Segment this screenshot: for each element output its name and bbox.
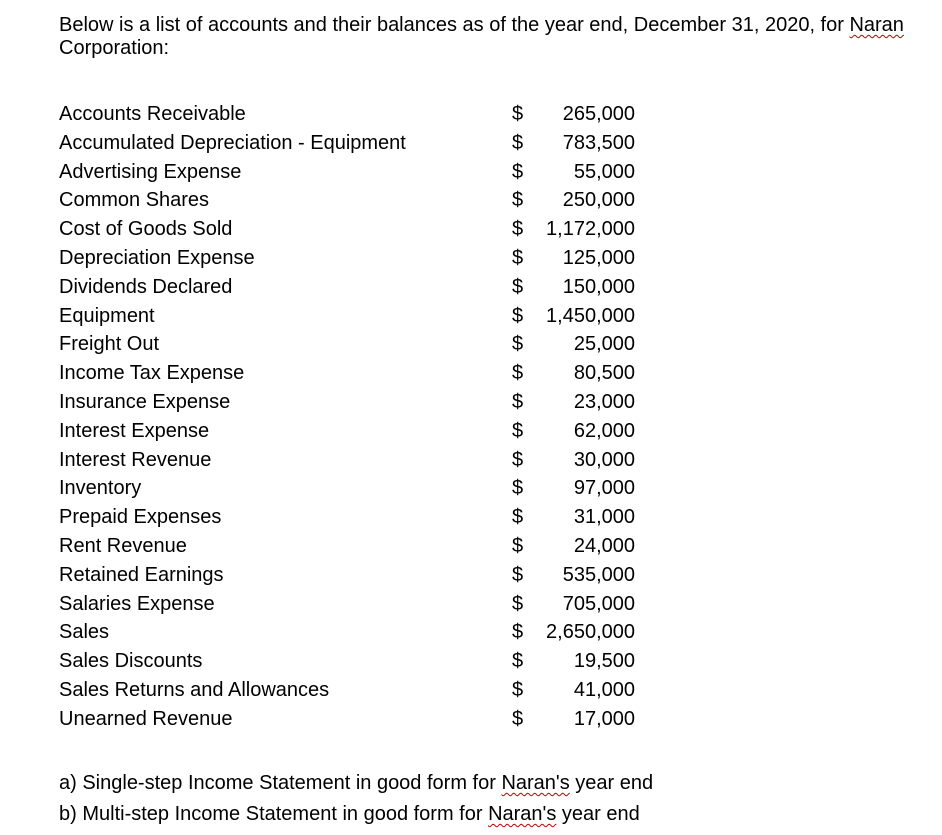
currency-symbol: $	[512, 707, 524, 730]
account-amount: 17,000	[573, 707, 635, 730]
account-name: Sales Returns and Allowances	[59, 678, 330, 701]
account-row	[59, 388, 639, 417]
account-row	[59, 446, 639, 475]
currency-symbol: $	[512, 218, 524, 241]
currency-symbol: $	[512, 419, 524, 442]
account-amount: 55,000	[573, 160, 635, 183]
question-b-suffix: year end	[556, 803, 640, 825]
account-amount: 783,500	[562, 131, 635, 154]
account-name: Prepaid Expenses	[59, 506, 222, 529]
account-name: Cost of Goods Sold	[59, 218, 233, 241]
account-name: Freight Out	[59, 333, 160, 356]
currency-symbol: $	[512, 506, 524, 529]
account-name: Salaries Expense	[59, 592, 215, 615]
currency-symbol: $	[512, 448, 524, 471]
currency-symbol: $	[512, 678, 524, 701]
account-name: Accumulated Depreciation - Equipment	[59, 131, 406, 154]
account-row	[59, 244, 639, 273]
question-a	[59, 768, 653, 799]
account-row	[59, 186, 639, 215]
question-a-suffix: year end	[569, 772, 654, 794]
account-amount: 31,000	[573, 506, 635, 529]
account-row	[59, 302, 639, 331]
currency-symbol: $	[512, 275, 524, 298]
account-name: Depreciation Expense	[59, 246, 255, 269]
account-name: Insurance Expense	[59, 390, 231, 413]
account-row	[59, 561, 639, 590]
account-name: Interest Expense	[59, 419, 210, 442]
account-name: Advertising Expense	[59, 160, 242, 183]
account-row	[59, 129, 639, 158]
account-amount: 2,650,000	[546, 621, 635, 644]
question-b	[59, 799, 653, 830]
account-amount: 250,000	[562, 189, 635, 212]
account-amount: 19,500	[573, 650, 635, 673]
account-amount: 24,000	[573, 534, 635, 557]
account-row	[59, 532, 639, 561]
account-row	[59, 215, 639, 244]
account-name: Dividends Declared	[59, 275, 233, 298]
account-name: Accounts Receivable	[59, 103, 246, 125]
account-amount: 705,000	[562, 592, 635, 615]
account-name: Income Tax Expense	[59, 362, 245, 385]
account-amount: 535,000	[562, 563, 635, 586]
currency-symbol: $	[512, 246, 524, 269]
question-a-text: a) Single-step Income Statement in good form for	[59, 772, 502, 794]
intro-paragraph	[59, 14, 929, 60]
account-amount: 150,000	[562, 275, 635, 298]
account-row	[59, 503, 639, 532]
account-name: Sales	[59, 621, 110, 644]
account-name: Rent Revenue	[59, 534, 187, 557]
account-row	[59, 590, 639, 619]
intro-text-before: Below is a list of accounts and their balances as of the year end, December 31, 2020, for	[59, 14, 850, 36]
account-row	[59, 359, 639, 388]
account-amount: 97,000	[573, 477, 635, 500]
account-row	[59, 100, 639, 129]
account-row	[59, 647, 639, 676]
currency-symbol: $	[512, 131, 524, 154]
account-name: Inventory	[59, 477, 142, 500]
currency-symbol: $	[512, 189, 524, 212]
account-name: Equipment	[59, 304, 155, 327]
currency-symbol: $	[512, 333, 524, 356]
account-name: Common Shares	[59, 189, 210, 212]
currency-symbol: $	[512, 390, 524, 413]
account-name: Retained Earnings	[59, 563, 224, 586]
account-row	[59, 330, 639, 359]
questions-list	[59, 768, 653, 830]
currency-symbol: $	[512, 160, 524, 183]
account-row	[59, 474, 639, 503]
currency-symbol: $	[512, 650, 524, 673]
currency-symbol: $	[512, 592, 524, 615]
currency-symbol: $	[512, 477, 524, 500]
account-row	[59, 676, 639, 705]
account-name: Interest Revenue	[59, 448, 212, 471]
account-row	[59, 618, 639, 647]
account-amount: 23,000	[573, 390, 635, 413]
account-amount: 1,172,000	[546, 218, 635, 241]
currency-symbol: $	[512, 103, 524, 125]
currency-symbol: $	[512, 362, 524, 385]
account-row	[59, 273, 639, 302]
currency-symbol: $	[512, 563, 524, 586]
account-balances-list	[59, 100, 639, 734]
question-a-company: Naran's	[501, 772, 570, 794]
intro-company-name: Naran	[849, 14, 904, 36]
intro-text-after: Corporation:	[59, 37, 170, 59]
account-amount: 1,450,000	[546, 304, 635, 327]
currency-symbol: $	[512, 621, 524, 644]
account-row	[59, 417, 639, 446]
account-name: Unearned Revenue	[59, 707, 233, 730]
account-row	[59, 158, 639, 187]
currency-symbol: $	[512, 534, 524, 557]
account-amount: 41,000	[573, 678, 635, 701]
currency-symbol: $	[512, 304, 524, 327]
account-amount: 30,000	[573, 448, 635, 471]
account-amount: 62,000	[573, 419, 635, 442]
question-b-company: Naran's	[488, 803, 557, 825]
account-amount: 25,000	[573, 333, 635, 356]
account-amount: 265,000	[562, 103, 635, 125]
account-amount: 80,500	[573, 362, 635, 385]
account-name: Sales Discounts	[59, 650, 203, 673]
account-row	[59, 705, 639, 734]
question-b-text: b) Multi-step Income Statement in good form for	[59, 803, 489, 825]
account-amount: 125,000	[562, 246, 635, 269]
